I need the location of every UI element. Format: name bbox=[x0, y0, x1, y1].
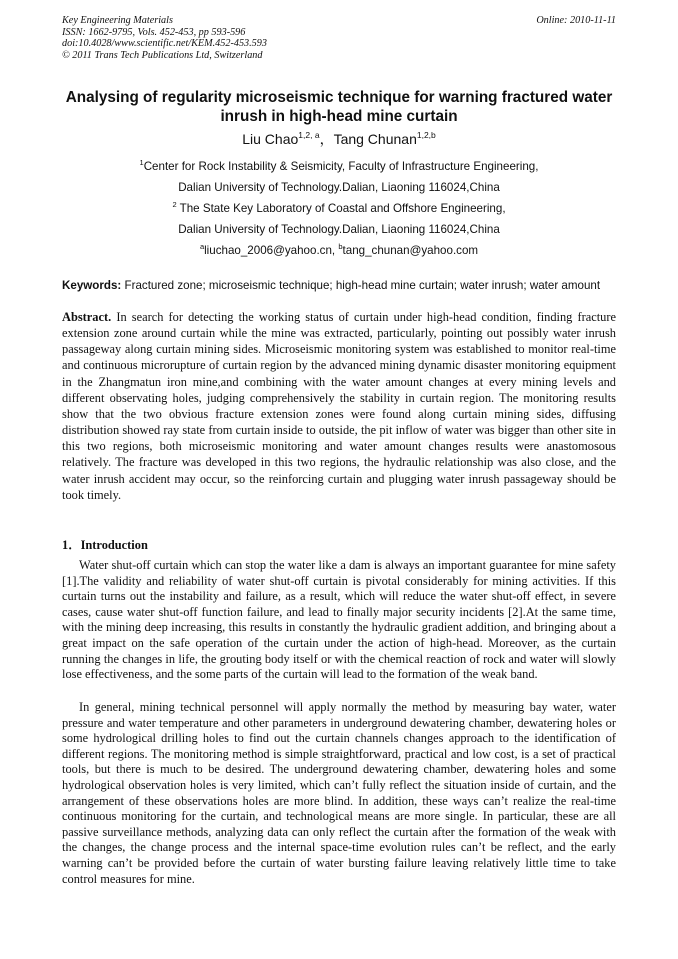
keywords-text: Fractured zone; microseismic technique; high-head mine curtain; water inrush; water amount bbox=[121, 279, 601, 292]
paragraph: Water shut-off curtain which can stop the water like a dam is always an important guarantee for mine safety [1].The validity and reliability of water shut-off curtain is pivotal considerably for mining activities. If this curtain turns out the instability and failure, as a result, which will reduce the water shut-off effect, in severe cases, cause water shut-off function failure, and lead to finally major security incidents [2].At the same time, with the mining deep increasing, this results in constantly the hydraulic gradient addition, and bringing about a great impact on the safe operation of the curtain under the action of high-head. Moreover, as the curtain running the changes in life, the grouting body itself or with the chemical reaction of rock and water will slowly lose effectiveness, and the some parts of the curtain will lead to the formation of the weak band. bbox=[62, 558, 616, 682]
keywords-block bbox=[62, 278, 616, 293]
email-address[interactable]: liuchao_2006@yahoo.cn, bbox=[204, 244, 339, 257]
keywords-label: Keywords: bbox=[62, 279, 122, 292]
author-name: Tang Chunan bbox=[333, 131, 417, 147]
affiliation-line bbox=[62, 198, 616, 219]
affiliation-marker: 1 bbox=[139, 158, 144, 167]
affiliation-line bbox=[62, 156, 616, 177]
copyright-line: © 2011 Trans Tech Publications Ltd, Switzerland bbox=[62, 49, 263, 61]
abstract-block bbox=[62, 309, 616, 503]
email-marker: b bbox=[338, 242, 343, 251]
affiliation-marker: 2 bbox=[172, 200, 177, 209]
email-marker: a bbox=[199, 242, 205, 251]
affiliation-text: Center for Rock Instability & Seismicity, Faculty of Infrastructure Engineering, bbox=[143, 160, 539, 173]
affiliations bbox=[62, 156, 616, 261]
affiliation-text: Dalian University of Technology.Dalian, Liaoning 116024,China bbox=[178, 223, 500, 236]
author-affiliation-marker: 1,2,b bbox=[416, 130, 436, 140]
journal-header bbox=[62, 15, 616, 61]
affiliation-line bbox=[62, 219, 616, 240]
abstract-text: In search for detecting the working status of curtain under high-head condition, finding fracture extension zone around curtain while the mine was extracted, particularly, pointing out possibly water inrush passageway along curtain mining sides. Microseismic monitoring system was established to monitor real-time and continuous microrupture of curtain region by the advanced mining dynamic disaster monitoring equipment in the Zhangmatun iron mine,and combining with the water amount changes at every mining levels and different observating holes, judging comprehensively the stability in curtain region. The monitoring results show that the two obvious fracture extension zones were found along curtain mining sides, diffusing distribution showed ray state from curtain inside to outside, the pit inflow of water was bigger than other site in this two regions, both microseismic monitoring and water amount changes results were anastomosous relatively. The fracture was developed in this two regions, the hydraulic relationship was also close, and the water inrush accident may occur, so the reinforcing curtain and plugging water inrush passageway should be took timely. bbox=[62, 310, 616, 502]
online-date: Online: 2010-11-11 bbox=[536, 15, 616, 26]
issn-line: ISSN: 1662-9795, Vols. 452-453, pp 593-596 bbox=[62, 26, 246, 38]
email-address[interactable]: tang_chunan@yahoo.com bbox=[342, 244, 479, 257]
doi-line: doi:10.4028/www.scientific.net/KEM.452-453.593 bbox=[62, 38, 267, 49]
journal-name: Key Engineering Materials bbox=[62, 15, 173, 26]
abstract-label: Abstract. bbox=[62, 310, 112, 324]
affiliation-text: Dalian University of Technology.Dalian, Liaoning 116024,China bbox=[178, 181, 500, 194]
section-heading: 1．Introduction bbox=[62, 538, 148, 552]
paper-title: Analysing of regularity microseismic technique for warning fractured water inrush in high-head mine curtain bbox=[65, 89, 613, 125]
author-separator: ， bbox=[319, 131, 334, 147]
author-line bbox=[62, 130, 616, 148]
email-line bbox=[62, 240, 616, 261]
author-affiliation-marker: 1,2, a bbox=[298, 130, 320, 140]
affiliation-text: The State Key Laboratory of Coastal and Offshore Engineering, bbox=[179, 202, 506, 215]
paragraph: In general, mining technical personnel will apply normally the method by measuring bay water, water pressure and water temperature and other parameters in underground dewatering chamber, dewatering holes or some hydrological drilling holes to find out the curtain channels changes approach to the identification of different regions. The monitoring method is simple straightforward, practical and low cost, is a set of practical tools, but there is much to be desired. The underground dewatering chamber, dewatering holes and some hydrological observation holes is very limited, which can’t fully reflect the situation inside of curtain, and the arrangement of these observations holes are more blind. In addition, these ways can’t realize the real-time continuous monitoring for the curtain, and technological means are more single. In particular, these are all passive surveillance methods, analyzing data can only reflect the curtain after the formation of the weak with the changes, the change process and the internal space-time evolution rules can’t be reflect, and the early warning can’t be provided before the curtain of water bursting failure leaving relatively little time to take control measures for mine. bbox=[62, 700, 616, 886]
affiliation-line bbox=[62, 177, 616, 198]
author-name: Liu Chao bbox=[242, 131, 299, 147]
